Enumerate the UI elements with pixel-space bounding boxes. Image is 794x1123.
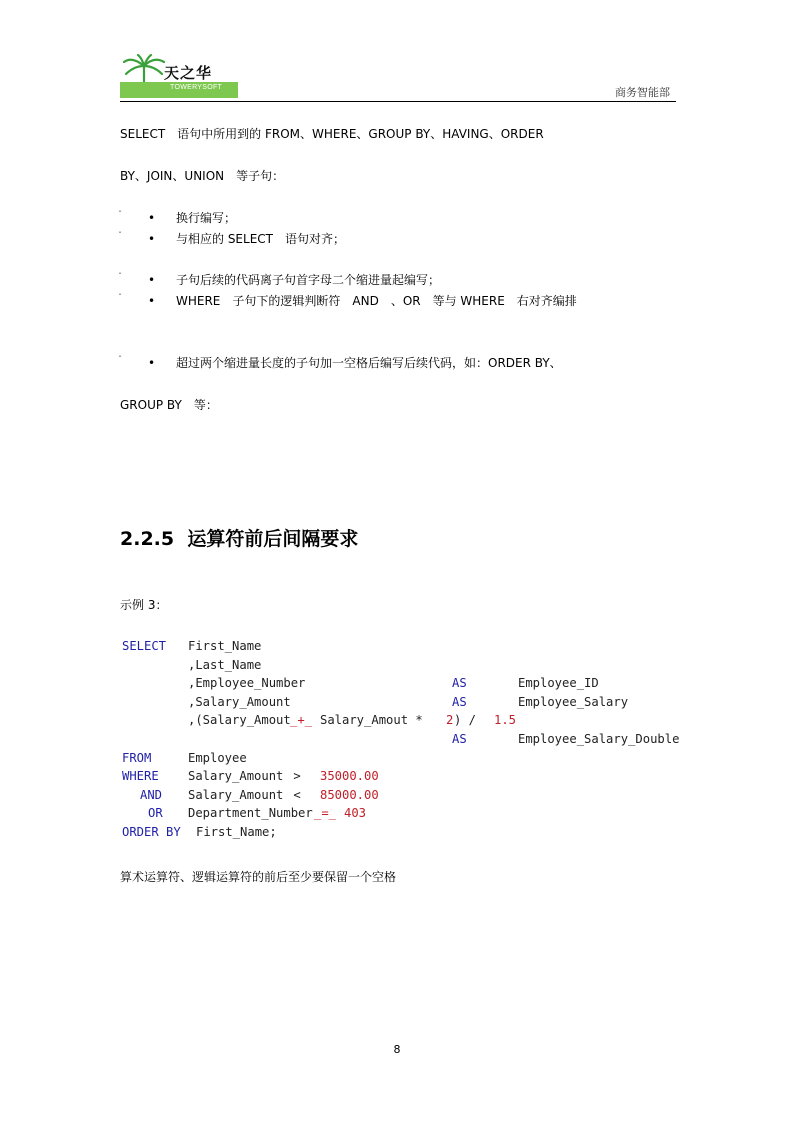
code-text: First_Name;: [196, 824, 277, 839]
code-number: 1.5: [494, 713, 517, 728]
code-operator: *: [408, 713, 431, 728]
code-number: 35000.00: [320, 769, 379, 784]
code-line: [122, 804, 712, 823]
code-line: [122, 823, 712, 842]
header-divider: [120, 101, 676, 102]
code-text: ,Last_Name: [188, 657, 262, 672]
list-item-text: 超过两个缩进量长度的子句加一空格后编写后续代码，如：ORDER BY、: [176, 356, 562, 370]
section-heading: [120, 524, 358, 551]
code-line: [122, 674, 712, 693]
code-text: First_Name: [188, 639, 262, 653]
sql-keyword: OR: [148, 806, 163, 821]
code-block: [122, 637, 712, 842]
sql-keyword: SELECT: [122, 639, 167, 653]
page-header: [120, 52, 676, 102]
code-line: [122, 786, 712, 805]
code-text: Salary_Amout: [320, 713, 409, 728]
list-item-text: 子句后续的代码离子句首字母二个缩进量起编写；: [176, 273, 441, 287]
bullet-icon: •: [148, 211, 156, 225]
bullet-icon: •: [148, 273, 156, 287]
logo-name: 天之华: [164, 64, 213, 82]
code-line: [122, 711, 712, 730]
section-number: 2.2.5: [120, 528, 175, 550]
tick-mark: ˇ: [118, 231, 122, 240]
code-number: 85000.00: [320, 787, 379, 802]
code-alias: Employee_Salary: [518, 694, 629, 709]
department-label: 商务智能部: [615, 86, 670, 99]
code-operator: <: [286, 787, 309, 802]
code-line: [122, 730, 712, 749]
paragraph: SELECT 语句中所用到的 FROM、WHERE、GROUP BY、HAVING、ORDER: [120, 127, 544, 141]
code-text: Employee: [188, 750, 247, 765]
code-line: [122, 637, 712, 656]
code-number: 403: [344, 806, 367, 821]
sql-keyword: WHERE: [122, 769, 159, 784]
bullet-icon: •: [148, 294, 156, 308]
code-text: ,Salary_Amount: [188, 694, 291, 709]
bullet-icon: •: [148, 232, 156, 246]
sql-keyword: ORDER BY: [122, 824, 181, 839]
bullet-icon: •: [148, 356, 156, 370]
summary-text: 算术运算符、逻辑运算符的前后至少要保留一个空格: [120, 870, 397, 884]
tick-mark: ˇ: [118, 272, 122, 281]
code-number: 2: [446, 713, 454, 728]
code-alias: Employee_Salary_Double: [518, 731, 680, 746]
code-text: Department_Number: [188, 806, 313, 821]
code-text: ) /: [454, 713, 484, 728]
page-number: 8: [393, 1043, 401, 1056]
tick-mark: ˇ: [118, 210, 122, 219]
list-item-text: WHERE 子句下的逻辑判断符 AND 、OR 等与 WHERE 右对齐编排: [176, 294, 577, 308]
code-line: [122, 767, 712, 786]
logo-subtitle: TOWERYSOFT: [170, 84, 223, 91]
code-text: Salary_Amount: [188, 769, 284, 784]
code-text: ,Employee_Number: [188, 676, 306, 691]
paragraph: BY、JOIN、UNION 等子句：: [120, 169, 285, 183]
code-alias: Employee_ID: [518, 676, 599, 691]
code-operator: _=_: [314, 806, 337, 821]
tick-mark: ˇ: [118, 293, 122, 302]
code-text: ,(Salary_Amout: [188, 713, 291, 728]
code-line: [122, 656, 712, 675]
company-logo: [120, 52, 240, 98]
code-line: [122, 749, 712, 768]
list-item-text: 与相应的 SELECT 语句对齐；: [176, 232, 345, 246]
code-operator: _+_: [290, 713, 313, 728]
section-title: 运算符前后间隔要求: [187, 528, 359, 550]
code-operator: >: [286, 769, 309, 784]
sql-keyword: FROM: [122, 750, 152, 765]
code-text: Salary_Amount: [188, 787, 284, 802]
list-item-text: 换行编写；: [176, 211, 237, 225]
list-item: [118, 293, 577, 350]
sql-keyword: AND: [140, 787, 163, 802]
tick-mark: ˇ: [118, 355, 122, 364]
paragraph: GROUP BY 等：: [120, 398, 218, 412]
sql-keyword: AS: [452, 694, 467, 709]
sql-keyword: AS: [452, 676, 467, 691]
code-line: [122, 693, 712, 712]
example-label: 示例 3：: [120, 598, 168, 612]
sql-keyword: AS: [452, 731, 467, 746]
